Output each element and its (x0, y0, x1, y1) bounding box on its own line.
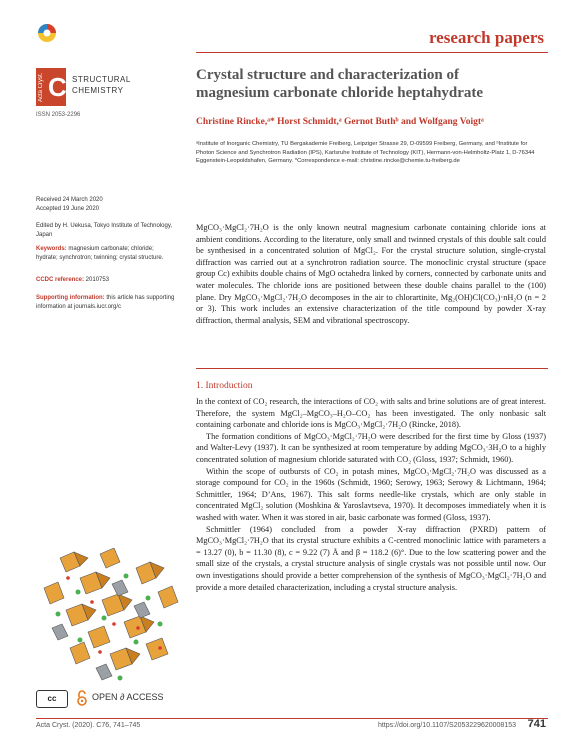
ccdc-text: 2010753 (84, 277, 110, 283)
open-lock-icon (76, 690, 88, 706)
abstract-rule (196, 368, 548, 369)
header-rule (196, 52, 548, 53)
journal-logo (36, 68, 140, 106)
ccdc (36, 276, 176, 285)
authors: Christine Rincke,ᵃ* Horst Schmidt,ᵃ Gernot Buthᵇ and Wolfgang Voigtᵃ (196, 117, 484, 127)
journal-line1: STRUCTURAL (72, 75, 131, 84)
article-title: Crystal structure and characterization of magnesium carbonate chloride heptahydrate (196, 67, 484, 101)
page-number: 741 (527, 718, 546, 730)
crystal-structure-figure (40, 548, 180, 688)
citation: Acta Cryst. (2020). C76, 741–745 (36, 722, 141, 729)
journal-line2: CHEMISTRY (72, 86, 124, 95)
journal-vertical-label: Acta Cryst. (38, 72, 44, 102)
iucr-logo-icon (37, 23, 57, 43)
issn: ISSN 2053-2296 (36, 112, 81, 118)
paragraph: In the context of CO₂ research, the interactions of CO₂ with salts and brine solutions are of great interest. Therefore, the system MgCl₂–MgCO₃–H₂O–CO₂ has been investigated. The only nonbasic salt containing carbonate and chloride ions is MgCO₃·MgCl₂·7H₂O (Rincke, 2018). (196, 397, 546, 430)
paragraph: Schmittler (1964) concluded from a powder X-ray diffraction (PXRD) pattern of MgCO₃·MgCl₂·7H₂O that its crystal structure exhibits a C-centred monoclinic lattice with parameters a = 13.27 (0), b = 11.30 (8), c = 9.22 (7) Å and β = 118.2 (6)°. Due to the low scattering power and the small size of the crystals, a crystal structure analysis of single crystals was not possible until now. Our own investigations should provide a better comprehension of the synthesis of MgCO₃·MgCl₂·7H₂O and provide a more detailed characterization, including a crystal structure analysis. (196, 524, 546, 592)
accepted-date: Accepted 19 June 2020 (36, 205, 100, 212)
edited-by: Edited by H. Uekusa, Tokyo Institute of Technology, Japan (36, 223, 173, 238)
footer-rule (36, 718, 548, 719)
received-date: Received 24 March 2020 (36, 197, 103, 203)
keywords-label: Keywords: (36, 246, 67, 252)
paragraph: Within the scope of outbursts of CO₂ in potash mines, MgCO₃·MgCl₂·7H₂O was discussed as a storage compound for CO₂ in the 1960s (Schmidt, 1960; Serowy, 1963; Serowy & Lichtmann, 1964; Schmittler, 1964; D’Ans, 1967). This salt forms needle-like crystals, which are only stable in concentrated MgCl₂ solution (Moshkina & Yaroslavtseva, 1970). It decomposes immediately when it is washed with water. When it was stored in air, basic carbonate was formed (Gloss, 1937). (196, 466, 546, 522)
open-access-text: OPEN ∂ ACCESS (92, 692, 164, 702)
journal-letter: C (48, 72, 67, 102)
doi-link[interactable]: https://doi.org/10.1107/S2053229620008153 (377, 722, 516, 729)
paragraph: The formation conditions of MgCO₃·MgCl₂·7H₂O were described for the first time by Gloss (1937) and Walter-Levy (1937). It can be synthesized at room temperature by adding MgCO₃·3H₂O to a highly concentrated solution of magnesium chloride saturated with CO₂ (Gloss, 1937; Schmidt, 1960). (196, 431, 546, 464)
keywords (36, 245, 176, 262)
cc-license-icon: cc (36, 690, 68, 708)
supporting-text[interactable]: this article has supporting information at journals.iucr.org/c (36, 295, 175, 310)
supporting-label: Supporting information: (36, 295, 105, 301)
dates (36, 196, 176, 213)
abstract: MgCO₃·MgCl₂·7H₂O is the only known neutral magnesium carbonate containing chloride ions at ambient conditions. According to the literature, only small and twinned crystals of this double salt could be synthesised in a concentrated solution of MgCl₂. For the crystal structure solution, single-crystal diffraction was carried out at a synchrotron radiation source. The monoclinic crystal structure (space group Cc) exhibits double chains of MgO octahedra linked by corners, connected by carbonate units and water molecules. The chloride ions are positioned between these double chains parallel to the (100) plane. Dry MgCO₃·MgCl₂·7H₂O decomposes in the air to chlorartinite, Mg₂(OH)Cl(CO₃)·nH₂O (n = 2 or 3). This work includes an extensive characterization of the title compound by powder X-ray diffraction, thermal analysis, SEM and vibrational spectroscopy. (196, 223, 546, 325)
affiliations: ᵃInstitute of Inorganic Chemistry, TU Bergakademie Freiberg, Leipziger Strasse 29, D-09599 Freiberg, Germany, and ᵇInstitute for Photon Science and Synchrotron Radiation (IPS), Karlsruhe Institute of Technology (KIT), Hermann-von-Helmholtz-Platz 1, D-76344 Eggenstein-Leopoldshafen, Germany. *Correspondence e-mail: christine.rincke@chemie.tu-freiberg.de (196, 141, 535, 164)
ccdc-label: CCDC reference: (36, 277, 85, 283)
keywords-text: magnesium carbonate; chloride; hydrate; synchrotron; twinning; crystal structure. (36, 246, 164, 261)
section-label: research papers (428, 28, 544, 47)
supporting-info (36, 294, 176, 311)
body-text (196, 396, 546, 593)
section-heading: 1. Introduction (196, 381, 253, 391)
